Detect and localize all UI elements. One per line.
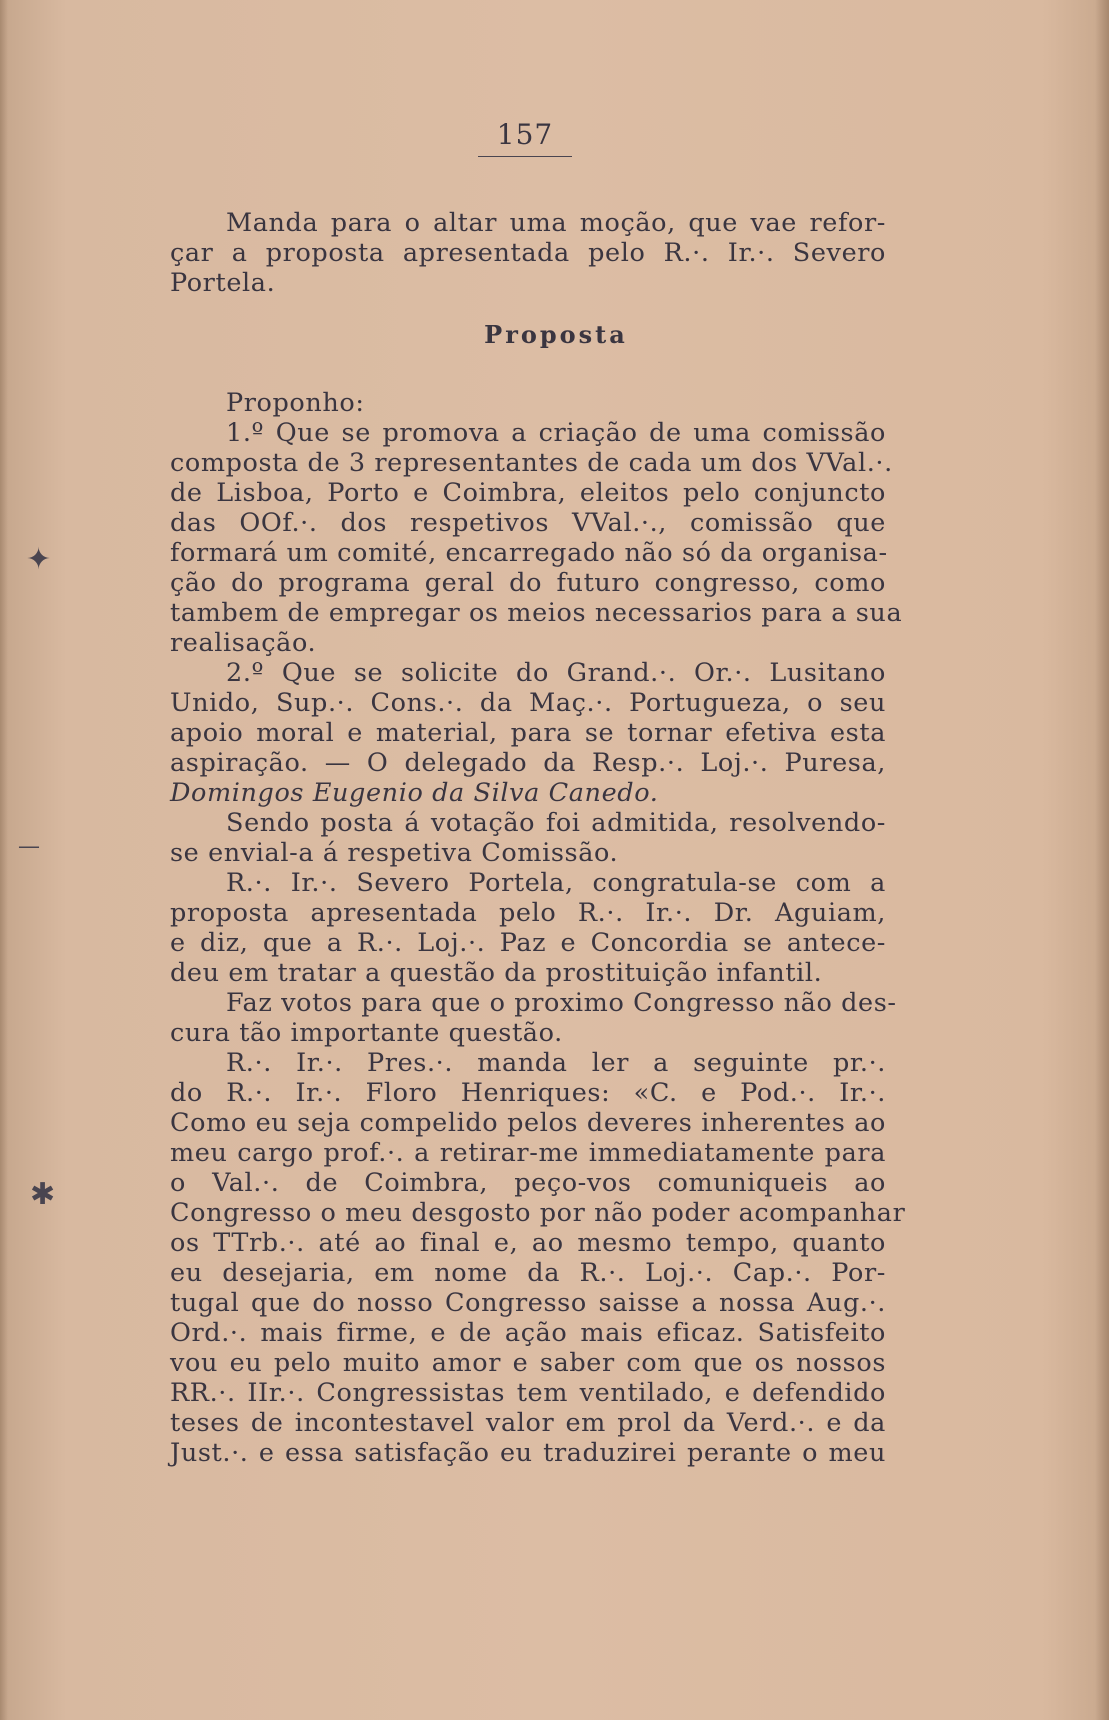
text-line: e diz, que a R.·. Loj.·. Paz e Concordia se antece- [170,928,886,958]
text-line: se envial-a á respetiva Comissão. [170,838,619,868]
text-line: teses de incontestavel valor em prol da Verd.·. e da [170,1408,886,1438]
text-line: os TTrb.·. até ao final e, ao mesmo tempo, quanto [170,1228,886,1258]
text-line: Ord.·. mais firme, e de ação mais eficaz. Satisfeito [170,1318,886,1348]
margin-mark-icon: ✱ [30,1177,56,1212]
text-line: tugal que do nosso Congresso saisse a nossa Aug.·. [170,1288,886,1318]
text-line: cura tão importante questão. [170,1018,563,1048]
text-line: Como eu seja compelido pelos deveres inherentes ao [170,1108,886,1138]
body-text [170,208,906,1468]
text-line: Manda para o altar uma moção, que vae refor- [226,208,886,238]
text-line: R.·. Ir.·. Severo Portela, congratula-se com a [226,868,886,898]
text-line: R.·. Ir.·. Pres.·. manda ler a seguinte pr.·. [226,1048,886,1078]
text-line: Sendo posta á votação foi admitida, resolvendo- [226,808,886,838]
text-line: de Lisboa, Porto e Coimbra, eleitos pelo conjuncto [170,478,886,508]
text-line: apoio moral e material, para se tornar efetiva esta [170,718,886,748]
text-line: meu cargo prof.·. a retirar-me immediatamente para [170,1138,886,1168]
text-line: Domingos Eugenio da Silva Canedo. [170,778,659,808]
text-line: das OOf.·. dos respetivos VVal.·., comissão que [170,508,886,538]
text-line: o Val.·. de Coimbra, peço-vos comuniqueis ao [170,1168,886,1198]
text-line: vou eu pelo muito amor e saber com que os nossos [170,1348,886,1378]
text-line: Unido, Sup.·. Cons.·. da Maç.·. Portugueza, o seu [170,688,886,718]
text-line: composta de 3 representantes de cada um dos VVal.·. [170,448,893,478]
page-number: 157 [478,118,572,157]
text-line: tambem de empregar os meios necessarios para a sua [170,598,903,628]
margin-mark-icon: — [18,834,40,859]
text-line: Congresso o meu desgosto por não poder acompanhar [170,1198,906,1228]
text-line: eu desejaria, em nome da R.·. Loj.·. Cap.·. Por- [170,1258,886,1288]
text-line: Just.·. e essa satisfação eu traduzirei perante o meu [170,1438,886,1468]
section-heading: Proposta [484,320,628,349]
text-line: proposta apresentada pelo R.·. Ir.·. Dr. Aguiam, [170,898,886,928]
text-line: do R.·. Ir.·. Floro Henriques: «C. e Pod.·. Ir.·. [170,1078,886,1108]
text-line: deu em tratar a questão da prostituição infantil. [170,958,823,988]
text-line: 2.º Que se solicite do Grand.·. Or.·. Lusitano [226,658,886,688]
text-line: formará um comité, encarregado não só da organisa- [170,538,888,568]
text-line: Faz votos para que o proximo Congresso não des- [226,988,897,1018]
text-line: Portela. [170,268,276,298]
text-line: RR.·. IIr.·. Congressistas tem ventilado, e defendido [170,1378,886,1408]
text-line: çar a proposta apresentada pelo R.·. Ir.·. Severo [170,238,886,268]
text-line: 1.º Que se promova a criação de uma comissão [226,418,886,448]
text-line: Proponho: [226,388,365,418]
text-line: realisação. [170,628,317,658]
text-line: ção do programa geral do futuro congresso, como [170,568,886,598]
margin-mark-icon: ✦ [26,542,52,577]
text-line: aspiração. — O delegado da Resp.·. Loj.·. Puresa, [170,748,886,778]
